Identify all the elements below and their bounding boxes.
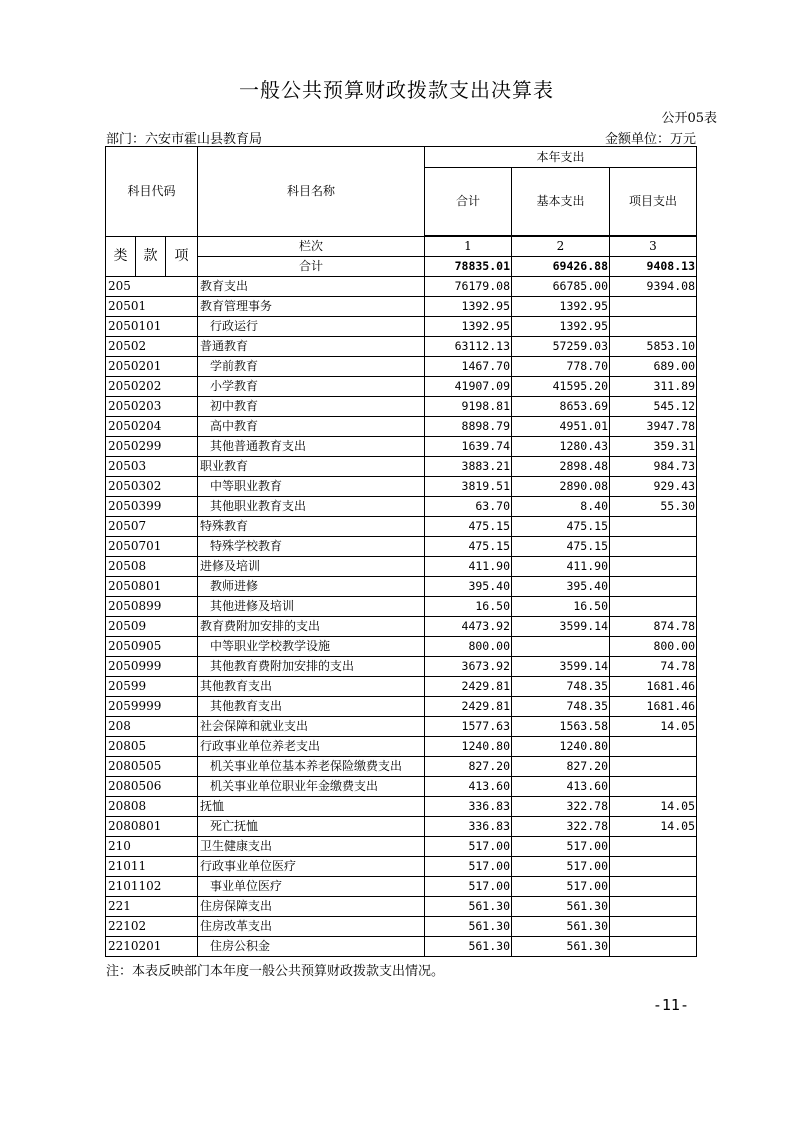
page-title: 一般公共预算财政拨款支出决算表 <box>239 78 554 102</box>
subject-name: 卫生健康支出 <box>198 837 425 857</box>
project-value <box>610 297 697 317</box>
header-project: 项目支出 <box>610 168 697 236</box>
total-value: 63112.13 <box>425 337 512 357</box>
subject-name: 教师进修 <box>198 577 425 597</box>
total-value: 8898.79 <box>425 417 512 437</box>
basic-value: 2890.08 <box>512 477 610 497</box>
subject-code: 2101102 <box>106 877 198 897</box>
project-value: 14.05 <box>610 817 697 837</box>
header-kuan: 款 <box>136 237 166 277</box>
total-value: 411.90 <box>425 557 512 577</box>
total-value: 1392.95 <box>425 317 512 337</box>
subject-code: 2050101 <box>106 317 198 337</box>
basic-value: 517.00 <box>512 837 610 857</box>
basic-value: 1280.43 <box>512 437 610 457</box>
subject-code: 2080505 <box>106 757 198 777</box>
table-row <box>106 777 697 797</box>
table-row <box>106 837 697 857</box>
subject-name: 行政事业单位养老支出 <box>198 737 425 757</box>
header-current-year: 本年支出 <box>425 147 697 168</box>
project-value <box>610 877 697 897</box>
project-value: 984.73 <box>610 457 697 477</box>
subject-code: 2050701 <box>106 537 198 557</box>
column-index-label: 栏次 <box>198 237 425 257</box>
subject-code: 2050999 <box>106 657 198 677</box>
total-value: 475.15 <box>425 517 512 537</box>
table-row <box>106 617 697 637</box>
subject-code: 20507 <box>106 517 198 537</box>
sum-basic: 69426.88 <box>512 257 610 277</box>
subject-name: 学前教育 <box>198 357 425 377</box>
subject-code: 20805 <box>106 737 198 757</box>
total-value: 1392.95 <box>425 297 512 317</box>
subject-name: 中等职业教育 <box>198 477 425 497</box>
sum-total: 78835.01 <box>425 257 512 277</box>
table-row <box>106 317 697 337</box>
subject-name: 机关事业单位基本养老保险缴费支出 <box>198 757 425 777</box>
project-value: 545.12 <box>610 397 697 417</box>
basic-value: 16.50 <box>512 597 610 617</box>
basic-value: 2898.48 <box>512 457 610 477</box>
sum-label: 合计 <box>198 257 425 277</box>
basic-value: 1392.95 <box>512 317 610 337</box>
total-value: 517.00 <box>425 857 512 877</box>
basic-value: 517.00 <box>512 857 610 877</box>
total-value: 561.30 <box>425 937 512 957</box>
project-value: 1681.46 <box>610 697 697 717</box>
project-value: 929.43 <box>610 477 697 497</box>
subject-name: 其他进修及培训 <box>198 597 425 617</box>
subject-name: 死亡抚恤 <box>198 817 425 837</box>
table-row <box>106 657 697 677</box>
subject-code: 20501 <box>106 297 198 317</box>
basic-value: 8.40 <box>512 497 610 517</box>
footnote: 注：本表反映部门本年度一般公共预算财政拨款支出情况。 <box>106 964 445 979</box>
table-row <box>106 397 697 417</box>
table-row <box>106 377 697 397</box>
subject-name: 行政运行 <box>198 317 425 337</box>
subject-code: 2059999 <box>106 697 198 717</box>
basic-value: 41595.20 <box>512 377 610 397</box>
project-value: 874.78 <box>610 617 697 637</box>
total-value: 3819.51 <box>425 477 512 497</box>
basic-value: 475.15 <box>512 517 610 537</box>
basic-value: 413.60 <box>512 777 610 797</box>
table-row <box>106 917 697 937</box>
table-row <box>106 737 697 757</box>
total-value: 4473.92 <box>425 617 512 637</box>
total-value: 63.70 <box>425 497 512 517</box>
subject-name: 特殊学校教育 <box>198 537 425 557</box>
project-value <box>610 537 697 557</box>
subject-code: 2050905 <box>106 637 198 657</box>
total-value: 76179.08 <box>425 277 512 297</box>
project-value <box>610 777 697 797</box>
total-value: 827.20 <box>425 757 512 777</box>
subject-name: 其他职业教育支出 <box>198 497 425 517</box>
subject-code: 2050203 <box>106 397 198 417</box>
project-value: 9394.08 <box>610 277 697 297</box>
total-value: 395.40 <box>425 577 512 597</box>
table-row <box>106 577 697 597</box>
subject-code: 2050399 <box>106 497 198 517</box>
total-value: 475.15 <box>425 537 512 557</box>
total-value: 1577.63 <box>425 717 512 737</box>
subject-code: 208 <box>106 717 198 737</box>
total-value: 1467.70 <box>425 357 512 377</box>
total-value: 3673.92 <box>425 657 512 677</box>
subject-name: 其他教育费附加安排的支出 <box>198 657 425 677</box>
basic-value: 561.30 <box>512 937 610 957</box>
total-value: 9198.81 <box>425 397 512 417</box>
basic-value: 322.78 <box>512 817 610 837</box>
basic-value: 322.78 <box>512 797 610 817</box>
total-value: 517.00 <box>425 877 512 897</box>
subject-name: 职业教育 <box>198 457 425 477</box>
table-row <box>106 717 697 737</box>
column-index-1: 1 <box>425 237 512 257</box>
subject-name: 教育支出 <box>198 277 425 297</box>
basic-value: 475.15 <box>512 537 610 557</box>
header-subject-code: 科目代码 <box>106 147 198 237</box>
basic-value: 1240.80 <box>512 737 610 757</box>
table-row <box>106 357 697 377</box>
project-value <box>610 517 697 537</box>
subject-name: 事业单位医疗 <box>198 877 425 897</box>
amount-unit-label: 金额单位：万元 <box>604 132 696 147</box>
subject-code: 20599 <box>106 677 198 697</box>
total-value: 336.83 <box>425 817 512 837</box>
expenditure-table <box>105 146 697 957</box>
table-row <box>106 797 697 817</box>
table-row <box>106 817 697 837</box>
subject-code: 2080801 <box>106 817 198 837</box>
subject-name: 教育管理事务 <box>198 297 425 317</box>
total-value: 561.30 <box>425 917 512 937</box>
department-label: 部门：六安市霍山县教育局 <box>106 132 263 147</box>
table-row <box>106 337 697 357</box>
table-row <box>106 537 697 557</box>
subject-name: 其他教育支出 <box>198 697 425 717</box>
basic-value <box>512 637 610 657</box>
project-value: 74.78 <box>610 657 697 677</box>
project-value <box>610 757 697 777</box>
table-row <box>106 277 697 297</box>
subject-name: 住房公积金 <box>198 937 425 957</box>
basic-value: 561.30 <box>512 897 610 917</box>
table-row <box>106 877 697 897</box>
table-row <box>106 597 697 617</box>
subject-code: 20808 <box>106 797 198 817</box>
subject-code: 21011 <box>106 857 198 877</box>
subject-code: 2080506 <box>106 777 198 797</box>
header-xiang: 项 <box>166 237 198 277</box>
project-value <box>610 857 697 877</box>
project-value <box>610 917 697 937</box>
table-row <box>106 457 697 477</box>
project-value <box>610 837 697 857</box>
total-value: 2429.81 <box>425 697 512 717</box>
table-row <box>106 417 697 437</box>
basic-value: 748.35 <box>512 697 610 717</box>
table-row <box>106 697 697 717</box>
total-value: 800.00 <box>425 637 512 657</box>
table-row <box>106 757 697 777</box>
subject-code: 20509 <box>106 617 198 637</box>
subject-name: 其他教育支出 <box>198 677 425 697</box>
table-row <box>106 517 697 537</box>
subject-code: 20502 <box>106 337 198 357</box>
project-value: 14.05 <box>610 797 697 817</box>
sum-project: 9408.13 <box>610 257 697 277</box>
basic-value: 411.90 <box>512 557 610 577</box>
basic-value: 8653.69 <box>512 397 610 417</box>
header-subject-name: 科目名称 <box>198 147 425 237</box>
header-lei: 类 <box>106 237 136 277</box>
project-value <box>610 557 697 577</box>
subject-name: 其他普通教育支出 <box>198 437 425 457</box>
subject-code: 2050202 <box>106 377 198 397</box>
basic-value: 1392.95 <box>512 297 610 317</box>
table-row <box>106 497 697 517</box>
basic-value: 1563.58 <box>512 717 610 737</box>
total-value: 41907.09 <box>425 377 512 397</box>
project-value <box>610 577 697 597</box>
basic-value: 827.20 <box>512 757 610 777</box>
project-value: 5853.10 <box>610 337 697 357</box>
subject-name: 特殊教育 <box>198 517 425 537</box>
project-value <box>610 897 697 917</box>
form-number: 公开05表 <box>661 111 717 126</box>
table-row <box>106 897 697 917</box>
subject-code: 2050302 <box>106 477 198 497</box>
header-basic: 基本支出 <box>512 168 610 236</box>
basic-value: 3599.14 <box>512 617 610 637</box>
basic-value: 3599.14 <box>512 657 610 677</box>
project-value: 800.00 <box>610 637 697 657</box>
total-value: 336.83 <box>425 797 512 817</box>
project-value <box>610 597 697 617</box>
subject-code: 20508 <box>106 557 198 577</box>
table-row <box>106 297 697 317</box>
total-value: 1240.80 <box>425 737 512 757</box>
subject-name: 机关事业单位职业年金缴费支出 <box>198 777 425 797</box>
subject-code: 2210201 <box>106 937 198 957</box>
table-row <box>106 557 697 577</box>
subject-code: 2050801 <box>106 577 198 597</box>
table-row <box>106 937 697 957</box>
subject-code: 2050899 <box>106 597 198 617</box>
column-index-2: 2 <box>512 237 610 257</box>
subject-name: 抚恤 <box>198 797 425 817</box>
table-row <box>106 677 697 697</box>
subject-name: 普通教育 <box>198 337 425 357</box>
subject-code: 210 <box>106 837 198 857</box>
project-value: 1681.46 <box>610 677 697 697</box>
subject-code: 2050299 <box>106 437 198 457</box>
basic-value: 57259.03 <box>512 337 610 357</box>
subject-name: 进修及培训 <box>198 557 425 577</box>
table-row <box>106 437 697 457</box>
basic-value: 66785.00 <box>512 277 610 297</box>
project-value <box>610 937 697 957</box>
subject-name: 住房改革支出 <box>198 917 425 937</box>
subject-code: 22102 <box>106 917 198 937</box>
table-row <box>106 477 697 497</box>
subject-code: 221 <box>106 897 198 917</box>
subject-code: 2050204 <box>106 417 198 437</box>
subject-name: 住房保障支出 <box>198 897 425 917</box>
project-value: 14.05 <box>610 717 697 737</box>
basic-value: 4951.01 <box>512 417 610 437</box>
table-row <box>106 857 697 877</box>
subject-name: 高中教育 <box>198 417 425 437</box>
total-value: 3883.21 <box>425 457 512 477</box>
basic-value: 778.70 <box>512 357 610 377</box>
basic-value: 561.30 <box>512 917 610 937</box>
total-value: 561.30 <box>425 897 512 917</box>
total-value: 16.50 <box>425 597 512 617</box>
basic-value: 395.40 <box>512 577 610 597</box>
subject-name: 社会保障和就业支出 <box>198 717 425 737</box>
total-value: 1639.74 <box>425 437 512 457</box>
basic-value: 517.00 <box>512 877 610 897</box>
project-value <box>610 737 697 757</box>
project-value: 359.31 <box>610 437 697 457</box>
project-value <box>610 317 697 337</box>
basic-value: 748.35 <box>512 677 610 697</box>
total-value: 517.00 <box>425 837 512 857</box>
page-number: -11- <box>652 996 689 1014</box>
subject-name: 教育费附加安排的支出 <box>198 617 425 637</box>
header-total: 合计 <box>425 168 512 236</box>
subject-name: 中等职业学校教学设施 <box>198 637 425 657</box>
project-value: 311.89 <box>610 377 697 397</box>
subject-code: 20503 <box>106 457 198 477</box>
total-value: 2429.81 <box>425 677 512 697</box>
column-index-3: 3 <box>610 237 697 257</box>
subject-name: 行政事业单位医疗 <box>198 857 425 877</box>
subject-name: 初中教育 <box>198 397 425 417</box>
project-value: 3947.78 <box>610 417 697 437</box>
table-row <box>106 637 697 657</box>
subject-name: 小学教育 <box>198 377 425 397</box>
project-value: 689.00 <box>610 357 697 377</box>
total-value: 413.60 <box>425 777 512 797</box>
subject-code: 205 <box>106 277 198 297</box>
project-value: 55.30 <box>610 497 697 517</box>
subject-code: 2050201 <box>106 357 198 377</box>
